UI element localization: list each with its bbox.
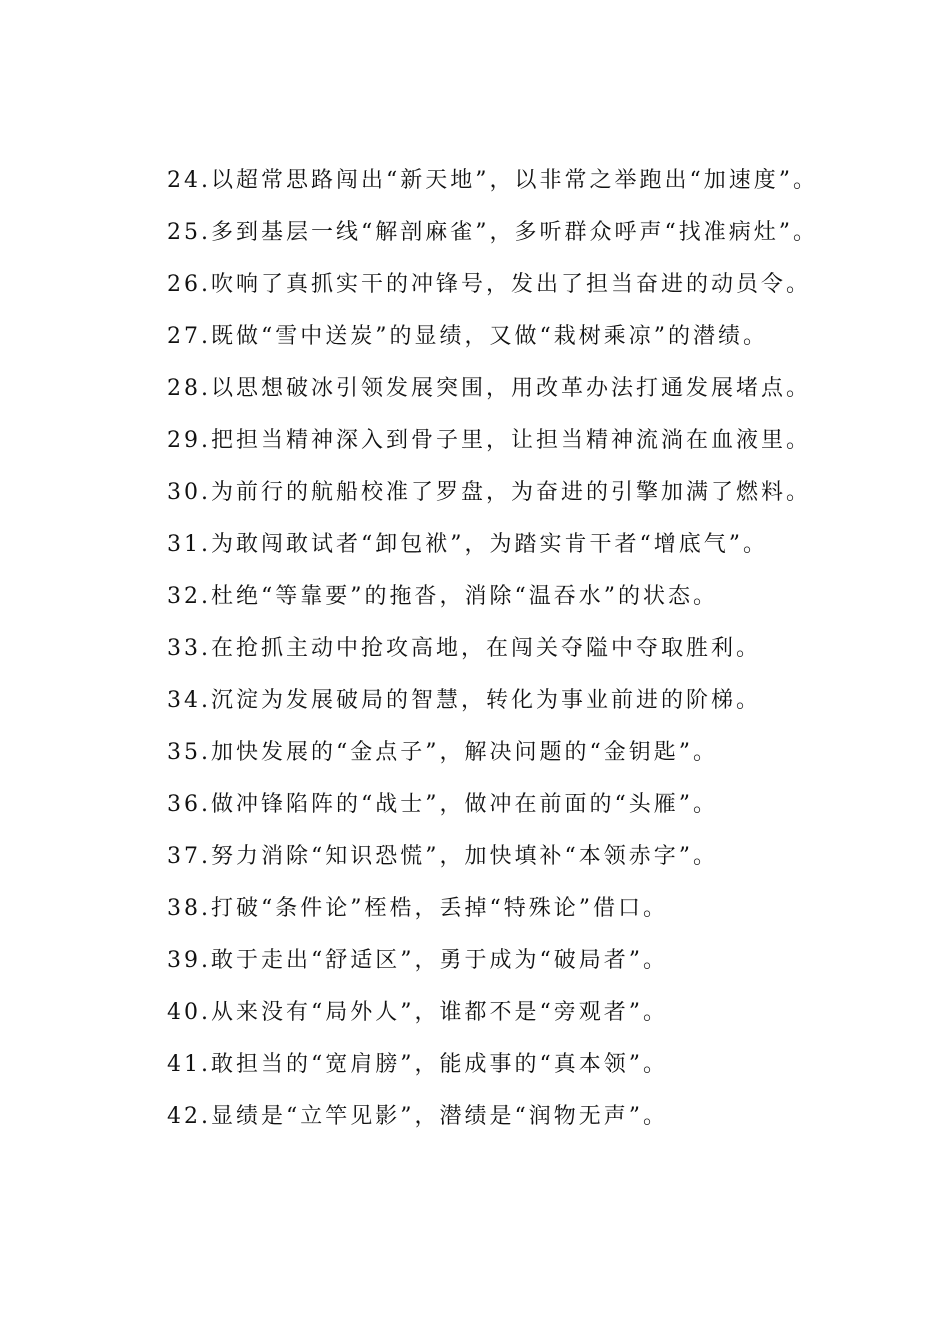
list-item: 35.加快发展的“金点子”，解决问题的“金钥匙”。 <box>167 740 718 765</box>
list-item: 38.打破“条件论”桎梏，丢掉“特殊论”借口。 <box>167 896 668 921</box>
list-item: 33.在抢抓主动中抢攻高地，在闯关夺隘中夺取胜利。 <box>167 636 761 661</box>
list-item: 37.努力消除“知识恐慌”，加快填补“本领赤字”。 <box>167 844 718 869</box>
list-item: 34.沉淀为发展破局的智慧，转化为事业前进的阶梯。 <box>167 688 761 713</box>
list-item: 24.以超常思路闯出“新天地”，以非常之举跑出“加速度”。 <box>167 168 818 193</box>
list-item: 27.既做“雪中送炭”的显绩，又做“栽树乘凉”的潜绩。 <box>167 324 768 349</box>
list-item: 28.以思想破冰引领发展突围，用改革办法打通发展堵点。 <box>167 376 811 401</box>
list-item: 36.做冲锋陷阵的“战士”，做冲在前面的“头雁”。 <box>167 792 718 817</box>
document-body <box>127 164 830 1152</box>
list-item: 41.敢担当的“宽肩膀”，能成事的“真本领”。 <box>167 1052 668 1077</box>
list-item: 32.杜绝“等靠要”的拖沓，消除“温吞水”的状态。 <box>167 584 718 609</box>
list-item: 31.为敢闯敢试者“卸包袱”，为踏实肯干者“增底气”。 <box>167 532 768 557</box>
list-item: 40.从来没有“局外人”，谁都不是“旁观者”。 <box>167 1000 668 1025</box>
list-item: 29.把担当精神深入到骨子里，让担当精神流淌在血液里。 <box>167 428 811 453</box>
list-item: 25.多到基层一线“解剖麻雀”，多听群众呼声“找准病灶”。 <box>167 220 818 245</box>
list-item: 39.敢于走出“舒适区”，勇于成为“破局者”。 <box>167 948 668 973</box>
list-item: 42.显绩是“立竿见影”，潜绩是“润物无声”。 <box>167 1104 668 1129</box>
list-item: 26.吹响了真抓实干的冲锋号，发出了担当奋进的动员令。 <box>167 272 811 297</box>
list-item: 30.为前行的航船校准了罗盘，为奋进的引擎加满了燃料。 <box>167 480 811 505</box>
